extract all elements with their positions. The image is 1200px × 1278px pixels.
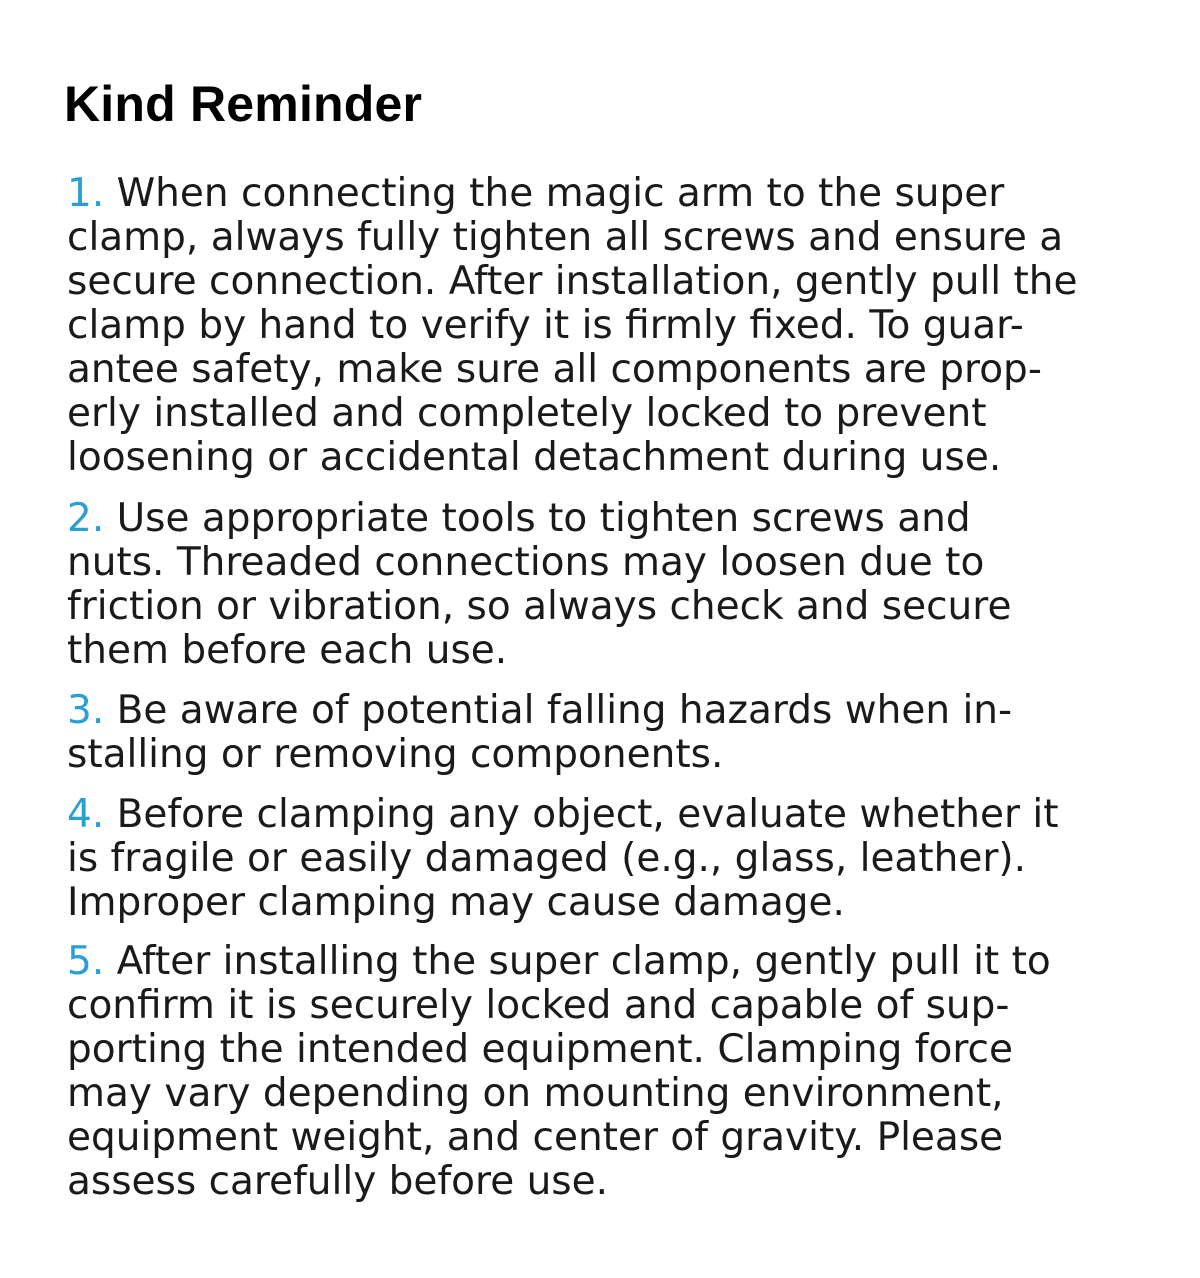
reminder-line: porting the intended equipment. Clamping force: [67, 1027, 1013, 1072]
reminder-line: [67, 689, 1012, 733]
item-text: After installing the super clamp, gently pull it to: [116, 939, 1051, 984]
reminder-line: [67, 497, 1011, 541]
item-number: 5.: [67, 939, 105, 984]
item-number: 4.: [67, 792, 105, 837]
reminder-line: [67, 172, 1078, 216]
reminder-line: secure connection. After installation, gently pull the: [67, 259, 1078, 304]
reminder-line: them before each use.: [67, 628, 508, 673]
reminder-line: clamp, always fully tighten all screws and ensure a: [67, 215, 1064, 260]
reminder-line: erly installed and completely locked to prevent: [67, 391, 987, 436]
reminder-line: nuts. Threaded connections may loosen due to: [67, 540, 985, 585]
reminder-line: friction or vibration, so always check and secure: [67, 584, 1012, 629]
item-text: Before clamping any object, evaluate whether it: [116, 792, 1059, 837]
reminder-line: antee safety, make sure all components are prop-: [67, 347, 1042, 392]
reminder-line: assess carefully before use.: [67, 1159, 609, 1204]
reminder-line: confirm it is securely locked and capable of sup-: [67, 983, 1010, 1028]
item-text: Be aware of potential falling hazards when in-: [116, 688, 1013, 733]
item-text: When connecting the magic arm to the super: [116, 171, 1005, 216]
item-text: Use appropriate tools to tighten screws and: [116, 496, 971, 541]
reminder-line: equipment weight, and center of gravity. Please: [67, 1115, 1004, 1160]
reminder-line: clamp by hand to verify it is firmly fixed. To guar-: [67, 303, 1024, 348]
reminder-line: loosening or accidental detachment during use.: [67, 435, 1002, 480]
item-number: 1.: [67, 171, 105, 216]
item-number: 2.: [67, 496, 105, 541]
page-title: Kind Reminder: [64, 76, 423, 132]
reminder-line: [67, 940, 1051, 984]
reminder-line: stalling or removing components.: [67, 732, 724, 777]
reminder-line: may vary depending on mounting environment,: [67, 1071, 1004, 1116]
reminder-item-5: [67, 940, 1051, 1204]
reminder-item-1: [67, 172, 1078, 480]
reminder-line: Improper clamping may cause damage.: [67, 880, 845, 925]
reminder-line: is fragile or easily damaged (e.g., glass, leather).: [67, 836, 1026, 881]
reminder-line: [67, 793, 1059, 837]
reminder-item-2: [67, 497, 1011, 673]
item-number: 3.: [67, 688, 105, 733]
reminder-item-3: [67, 689, 1012, 777]
reminder-item-4: [67, 793, 1059, 925]
